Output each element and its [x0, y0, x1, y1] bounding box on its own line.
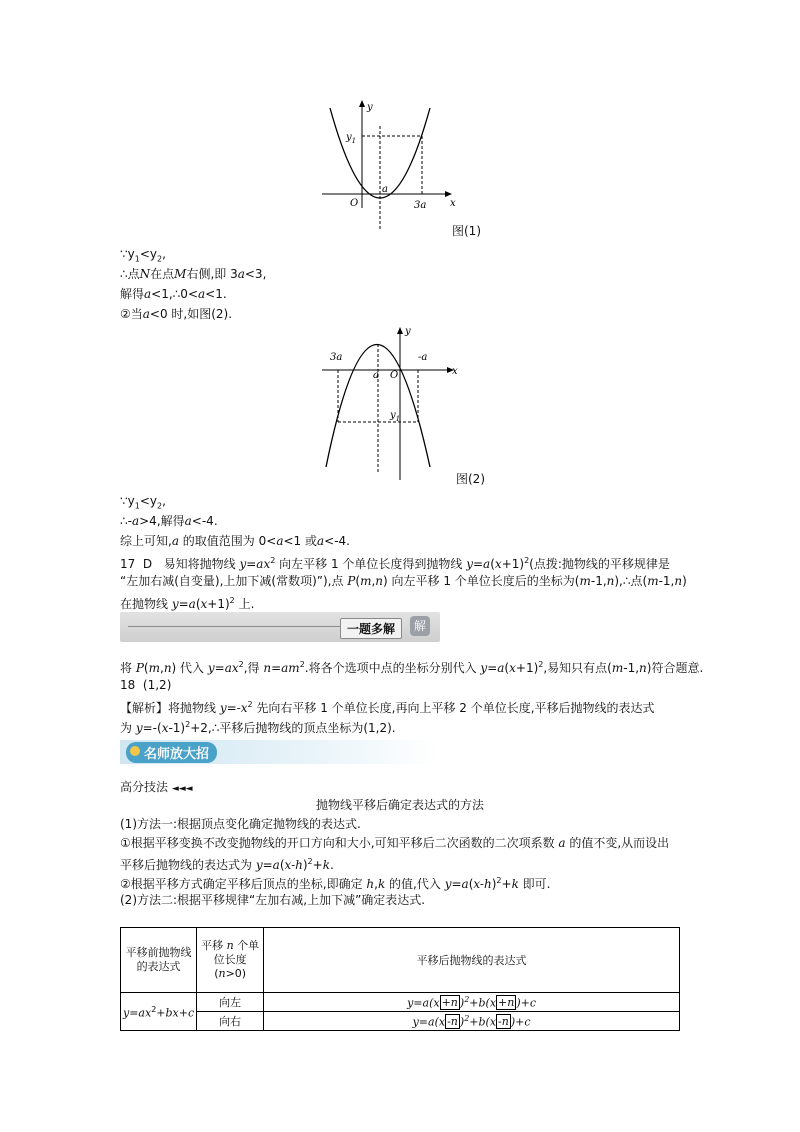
text: 个单位长度(	[213, 939, 260, 980]
var: N	[139, 267, 151, 281]
text: ,得	[243, 661, 264, 675]
label-text: 名师放大招	[144, 747, 210, 762]
text: (	[143, 661, 149, 675]
fig2-3a-label: 3a	[330, 352, 343, 363]
sub: 2	[157, 501, 163, 511]
var: a	[142, 307, 150, 321]
var: x	[161, 721, 169, 735]
text: 易知将抛物线	[163, 557, 240, 571]
text: <-4.	[324, 534, 350, 548]
sub: 2	[157, 254, 163, 264]
text: )	[459, 996, 465, 1010]
text: ,易知只有点(	[543, 661, 612, 675]
question-number: 17	[120, 557, 136, 571]
var: m	[148, 661, 160, 675]
fig1-origin-label: O	[350, 198, 359, 209]
answer: D	[142, 557, 153, 571]
var: n	[606, 574, 615, 588]
sup: 2	[307, 857, 313, 866]
q18-line-1	[120, 696, 655, 717]
text: 平移后抛物线的表达式为	[120, 858, 256, 872]
text: -1)	[168, 721, 186, 735]
sup: 2	[538, 660, 544, 669]
fig2-y-arrow	[397, 327, 403, 334]
var: m	[360, 574, 372, 588]
expert-tips-label	[126, 742, 217, 763]
var: a	[171, 534, 179, 548]
text: (	[490, 557, 495, 571]
var: n	[674, 574, 683, 588]
line-n-right-of-m	[120, 265, 266, 283]
table-row	[121, 993, 680, 1012]
text: )+c	[516, 996, 537, 1010]
text: .将各个选项中点的坐标分别代入	[304, 661, 481, 675]
var: a	[316, 534, 325, 548]
text: 平移	[201, 939, 227, 952]
var: m	[611, 661, 624, 675]
method-1-step-1	[120, 834, 669, 852]
fig2-x-label: x	[452, 366, 458, 377]
var: y=-x	[219, 701, 248, 715]
fig2-a-label: a	[373, 370, 379, 381]
text: y=a(x	[407, 996, 440, 1010]
text: .	[329, 858, 334, 872]
sup: 2	[229, 596, 235, 605]
var: h	[366, 877, 375, 891]
text: 【解析】将抛物线	[120, 701, 220, 715]
var: y=a	[255, 858, 280, 872]
question-number: 18	[120, 678, 136, 692]
text: ,	[159, 661, 164, 675]
var: y=a	[171, 597, 196, 611]
line-solve-a-lt-1	[120, 285, 227, 303]
fig1-y-label: y	[367, 102, 373, 113]
text: 为	[120, 721, 136, 735]
var: n	[218, 967, 226, 980]
tips-title: 抛物线平移后确定表达式的方法	[315, 798, 484, 812]
sub: 1	[134, 501, 140, 511]
direction-right: 向右	[197, 1012, 264, 1031]
var: a	[198, 287, 206, 301]
line-conclusion	[120, 532, 350, 550]
text: <0 时,如图(2).	[149, 307, 233, 321]
var: y=a	[466, 557, 491, 571]
text: “左加右减(自变量),上加下减(常数项)”),点	[120, 574, 348, 588]
q18-header	[120, 676, 171, 694]
var: n=am	[263, 661, 300, 675]
q17-line-2	[120, 572, 687, 590]
text: 先向右平移 1 个单位长度,再向上平移 2 个单位长度,平移后抛物线的表达式	[252, 701, 655, 715]
heading-text: 高分技法	[120, 780, 169, 794]
var: y=ax	[207, 661, 239, 675]
text: )	[459, 1015, 465, 1029]
sup: 2	[238, 660, 244, 669]
multi-solution-banner	[120, 612, 440, 642]
text: 的值不变,从而设出	[565, 836, 670, 850]
expert-tips-banner	[120, 740, 440, 764]
var: a	[276, 534, 284, 548]
text: ①根据平移变换不改变抛物线的开口方向和大小,可知平移后二次函数的二次项系数	[120, 836, 559, 850]
badge-icon	[130, 746, 140, 756]
sup: 2	[247, 700, 253, 709]
text: +	[312, 858, 323, 872]
var: x	[494, 557, 502, 571]
banner-rule	[128, 626, 344, 627]
text: 的取值范围为 0<	[178, 534, 277, 548]
table-header-row	[121, 928, 680, 993]
table-row	[121, 1012, 680, 1031]
header-original: 平移前抛物线的表达式	[121, 928, 197, 993]
answer: (1,2)	[142, 678, 172, 692]
sup: 2	[464, 1013, 470, 1023]
figure-1	[300, 96, 490, 241]
boxed-term: +n	[498, 996, 515, 1010]
var: k	[511, 877, 519, 891]
text: +	[501, 877, 512, 891]
tips-heading	[120, 778, 193, 798]
text: 的值,代入	[385, 877, 445, 891]
var: m	[647, 574, 659, 588]
sup: 2	[496, 876, 502, 885]
fig1-3a-label: 3a	[414, 200, 427, 211]
banner-label: 一题多解	[340, 618, 402, 639]
text: ∵y	[120, 494, 135, 508]
var: y=ax	[239, 557, 271, 571]
text: <1 或	[283, 534, 317, 548]
text: 综上可知,	[120, 534, 172, 548]
text: )	[491, 877, 497, 891]
text: 右侧,即 3	[186, 267, 238, 281]
method-1-step-2	[120, 872, 550, 893]
fig1-caption: 图(1)	[452, 224, 481, 238]
solution-emblem-icon: 解	[410, 616, 430, 636]
text: >4,解得	[139, 514, 185, 528]
var: x-h	[473, 877, 492, 891]
text: <y	[139, 247, 157, 261]
sub: 1	[134, 254, 140, 264]
method-1-step-1-cont	[120, 853, 334, 874]
text: <1,∴0<	[151, 287, 198, 301]
var: y=ax	[123, 1006, 152, 1020]
text: ) 代入	[171, 661, 208, 675]
var: n	[375, 574, 384, 588]
text: <y	[139, 494, 157, 508]
text: <1.	[205, 287, 227, 301]
text: <3,	[244, 267, 267, 281]
boxed-term: +n	[441, 996, 458, 1010]
line-case-a-lt-0	[120, 305, 232, 323]
var: y	[135, 721, 143, 735]
text: (	[504, 661, 510, 675]
var: y=a	[444, 877, 469, 891]
text: (	[279, 858, 285, 872]
result-left	[264, 993, 680, 1012]
original-expression	[121, 993, 197, 1031]
var: a	[131, 514, 140, 528]
var: x	[509, 661, 516, 675]
text: -1,	[658, 574, 675, 588]
fig1-a-label: a	[382, 184, 388, 195]
var: n	[226, 939, 234, 952]
direction-left: 向左	[197, 993, 264, 1012]
var: a	[144, 287, 152, 301]
text: +1)	[515, 661, 539, 675]
text: (	[355, 574, 361, 588]
sup: 2	[151, 1005, 157, 1015]
text: ,	[162, 494, 166, 508]
text: +b(x	[469, 1015, 497, 1029]
text: 将	[120, 661, 136, 675]
text: )	[302, 858, 308, 872]
text: >0)	[225, 967, 247, 980]
sup: 2	[270, 556, 276, 565]
fig2-caption: 图(2)	[456, 472, 485, 486]
header-result: 平移后抛物线的表达式	[264, 928, 680, 993]
sup: 2	[185, 720, 191, 729]
text: 向左平移 1 个单位长度得到抛物线	[275, 557, 467, 571]
fig2-y1-label: $y_1$	[390, 410, 401, 423]
var: m	[579, 574, 591, 588]
text: ∵y	[120, 247, 135, 261]
fig2-origin-label: O	[390, 370, 399, 381]
var: P	[347, 574, 356, 588]
boxed-term: -n	[498, 1015, 509, 1029]
text: 即可.	[518, 877, 551, 891]
text: (	[195, 597, 201, 611]
text: )+c	[510, 1015, 531, 1029]
sup: 2	[299, 660, 305, 669]
figure-2	[320, 322, 470, 482]
var: n	[639, 661, 647, 675]
text: ),∴点(	[614, 574, 648, 588]
text: 上.	[234, 597, 255, 611]
var: x-h	[284, 858, 303, 872]
text: y=a(x	[412, 1015, 446, 1029]
translation-table	[120, 927, 680, 1031]
text: )	[682, 574, 687, 588]
fig1-x-label: x	[450, 198, 456, 209]
fig2-neg-a-label: -a	[418, 352, 428, 363]
fig2-y-label: y	[405, 326, 411, 337]
result-right	[264, 1012, 680, 1031]
var: k	[377, 877, 386, 891]
text: 解得	[120, 287, 145, 301]
text: ②当	[120, 307, 143, 321]
method-2: (2)方法二:根据平移规律“左加右减,上加下减”确定表达式.	[120, 893, 426, 907]
text: <-4.	[191, 514, 218, 528]
text: 在点	[150, 267, 175, 281]
var: P	[135, 661, 144, 675]
method-1: (1)方法一:根据顶点变化确定抛物线的表达式.	[120, 817, 361, 831]
fig1-x-arrow	[445, 191, 452, 197]
var: x	[200, 597, 208, 611]
text: ∴点	[120, 267, 140, 281]
text: (点拨:抛物线的平移规律是	[529, 557, 670, 571]
text: ②根据平移方式确定平移后顶点的坐标,即确定	[120, 877, 367, 891]
triangle-arrows-icon: ◄◄◄	[171, 784, 193, 794]
sup: 2	[524, 556, 530, 565]
fig1-y-arrow	[359, 100, 365, 107]
text: +2,∴平移后抛物线的顶点坐标为(1,2).	[190, 721, 396, 735]
text: +1)	[501, 557, 525, 571]
var: k	[322, 858, 330, 872]
sup: 2	[464, 994, 470, 1004]
boxed-term: -n	[447, 1015, 458, 1029]
var: +bx+c	[156, 1006, 195, 1020]
text: ,	[162, 247, 166, 261]
text: -1,	[623, 661, 640, 675]
text: +b(x	[469, 996, 497, 1010]
header-shift	[197, 928, 264, 993]
line-neg-a-gt-4	[120, 512, 218, 530]
text: ∴-	[120, 514, 132, 528]
q18-line-2	[120, 716, 396, 737]
text: +1)	[207, 597, 230, 611]
alt-solution-line	[120, 656, 703, 677]
text: =-(	[142, 721, 162, 735]
text: -1,	[590, 574, 607, 588]
text: )符合题意.	[646, 661, 704, 675]
text: 在抛物线	[120, 597, 172, 611]
var: n	[163, 661, 172, 675]
text: (	[468, 877, 474, 891]
var: y=a	[480, 661, 505, 675]
var: M	[174, 267, 187, 281]
q17-line-1	[120, 552, 670, 573]
text: ,	[371, 574, 376, 588]
var: a	[184, 514, 192, 528]
text: ,	[374, 877, 378, 891]
var: a	[558, 836, 566, 850]
fig1-y1-label: $y_1$	[346, 132, 357, 145]
q17-line-3	[120, 592, 254, 613]
text: ) 向左平移 1 个单位长度后的坐标为(	[383, 574, 580, 588]
var: a	[237, 267, 245, 281]
